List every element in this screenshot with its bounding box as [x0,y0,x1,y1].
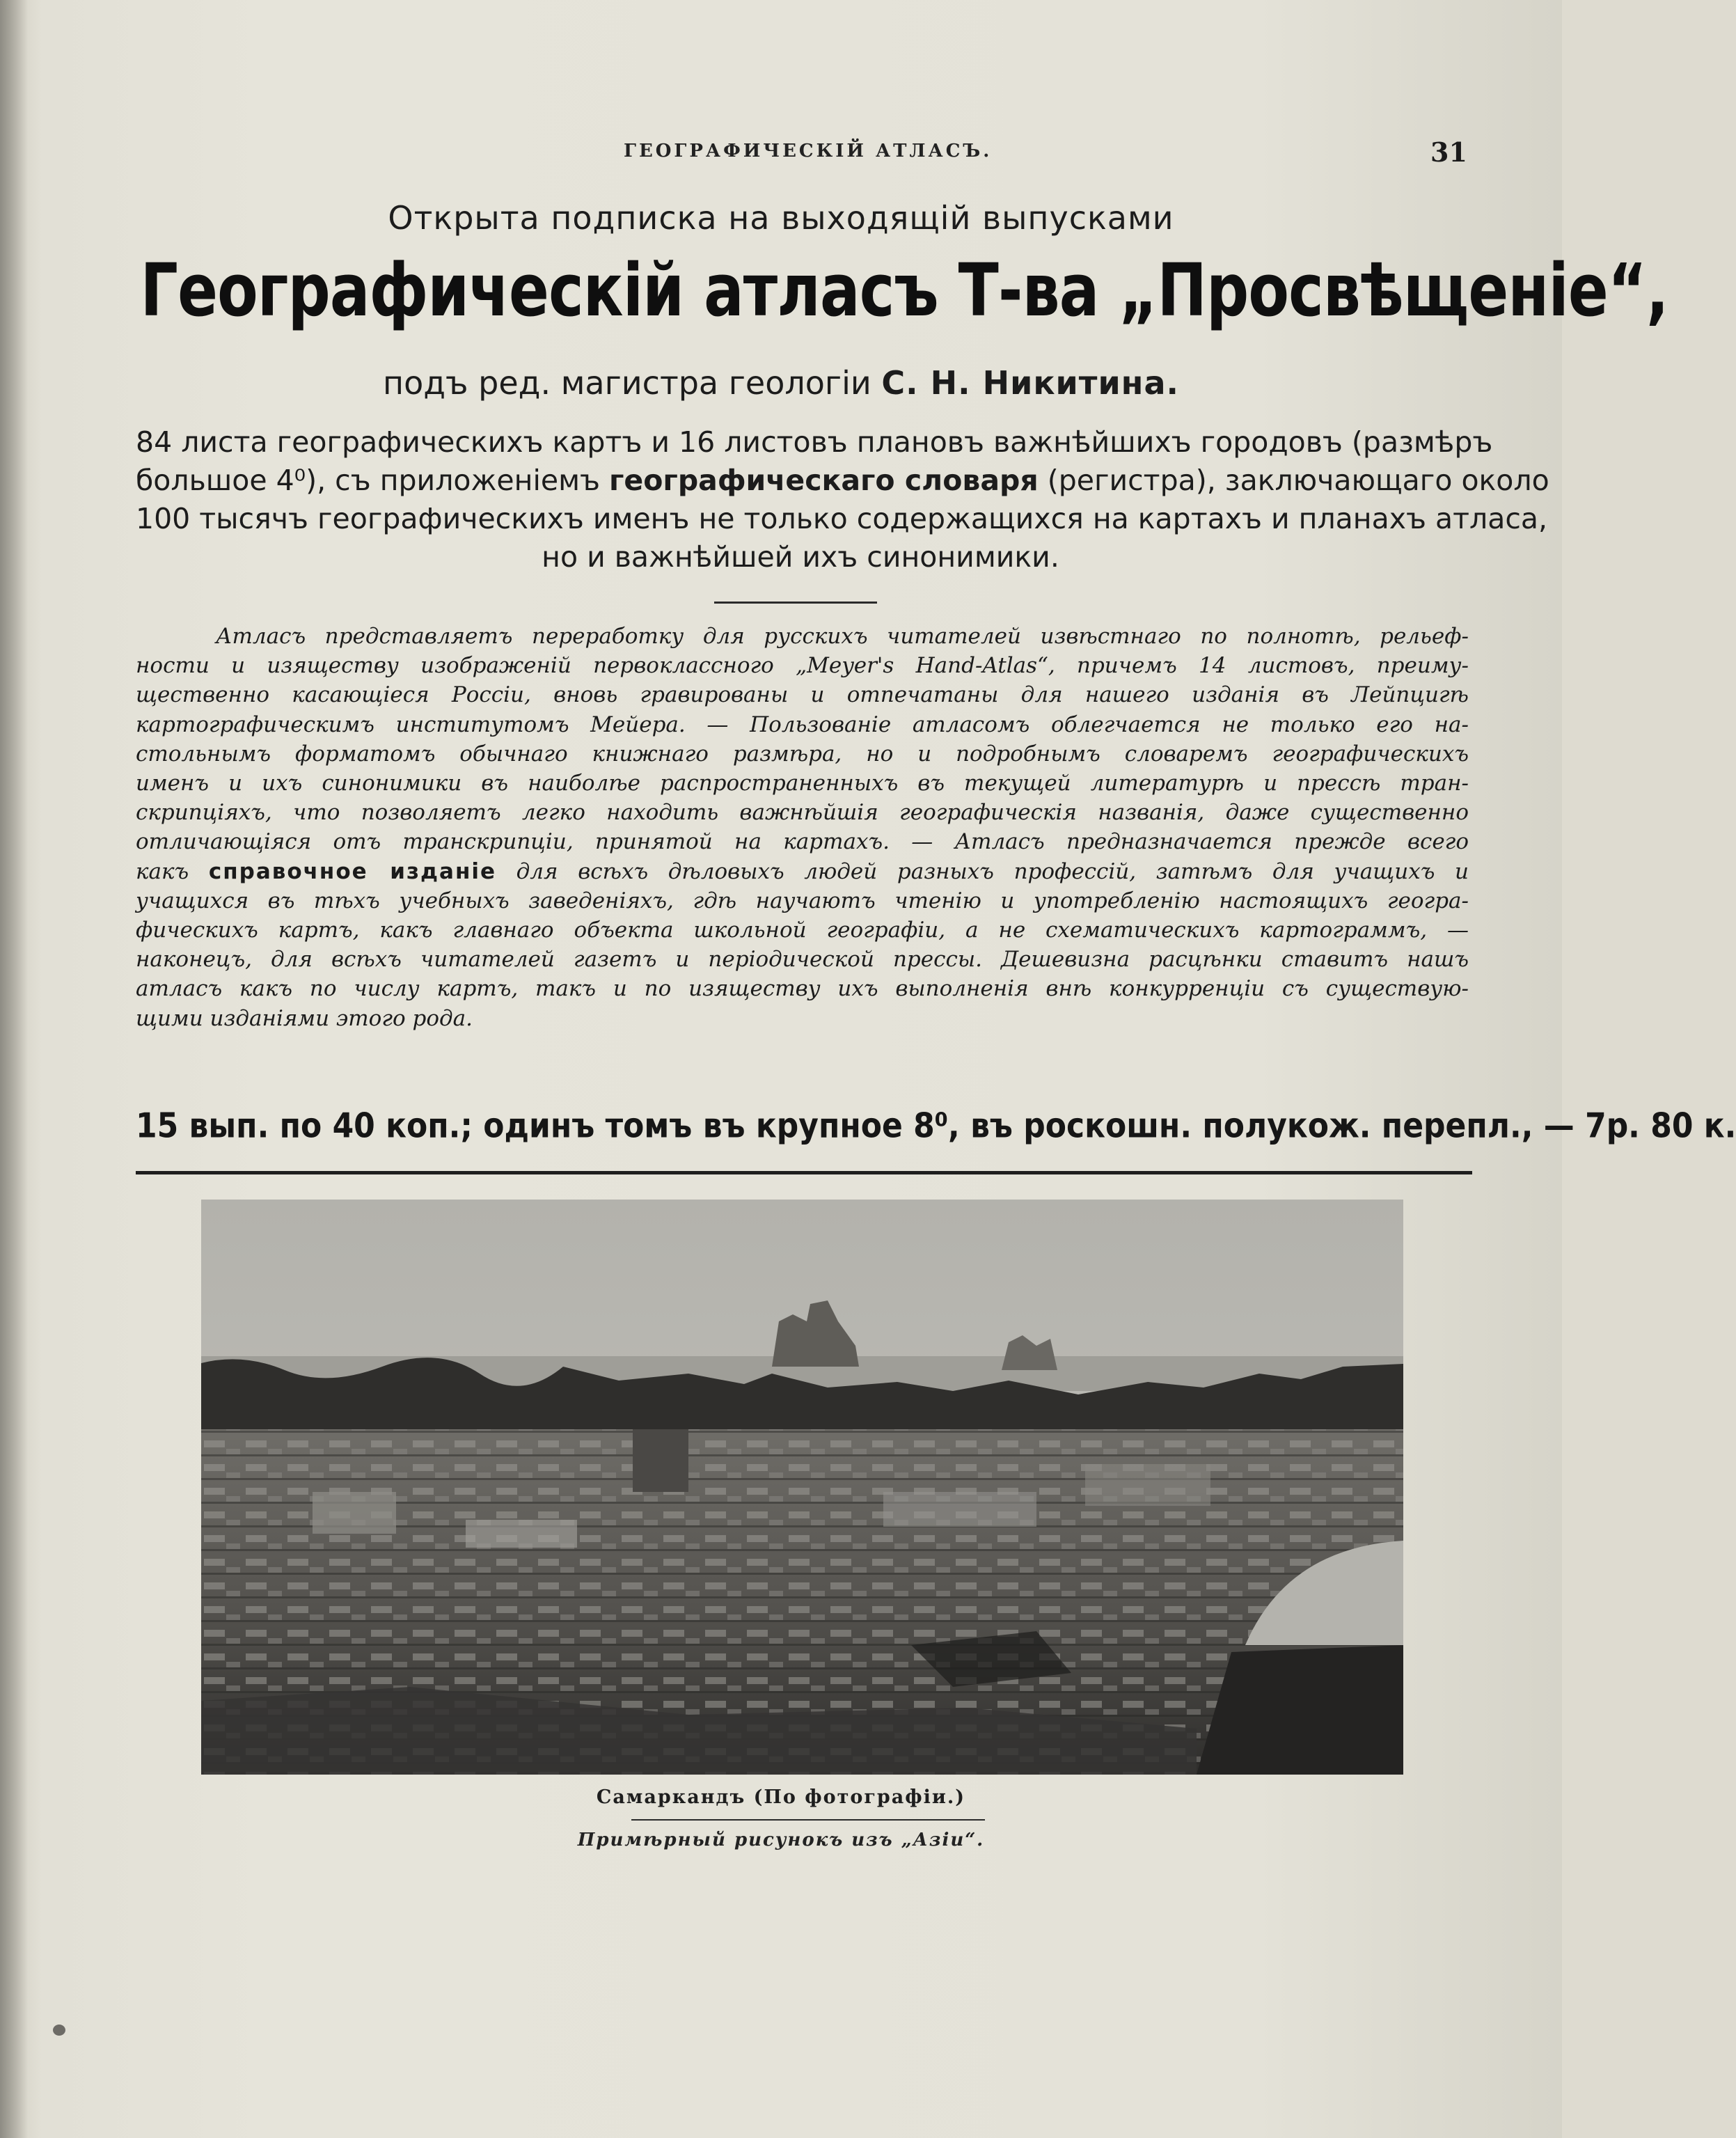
paragraph-line: стольнымъ форматомъ обычнаго книжнаго размѣра, но и подробнымъ словаремъ географическихъ [136,741,1469,767]
editor-line [0,364,1562,402]
page-number: 31 [1430,136,1467,168]
price-line: 15 вып. по 40 коп.; одинъ томъ въ крупное 8⁰, въ роскошн. полукож. перепл., — 7р. 80 к. [136,1106,1736,1147]
sample-illustration-note: Примѣрный рисунокъ изъ „Азіи“. [577,1830,985,1850]
photo-caption: Самаркандъ (По фотографіи.) [596,1786,966,1808]
subscription-line: Открыта подписка на выходящій выпусками [388,199,1174,237]
paragraph-line: атласъ какъ по числу картъ, такъ и по изяществу ихъ выполненія внѣ конкурренціи съ существую- [136,976,1469,1002]
atlas-description [136,423,1549,576]
description-text: большое 4⁰), съ приложеніемъ [136,464,610,497]
paragraph-line: фическихъ картъ, какъ главнаго объекта школьной географіи, а не схематическихъ картограммъ, — [136,918,1469,943]
running-head: ГЕОГРАФИЧЕСКІЙ АТЛАСЪ. [624,141,993,162]
description-line [136,462,1549,500]
editor-name: С. Н. Никитина. [881,364,1179,402]
paragraph-line: именъ и ихъ синонимики въ наиболѣе распространенныхъ въ текущей литературѣ и прессѣ тран- [136,771,1469,796]
paragraph-line: картографическимъ институтомъ Мейера. — Пользованіе атласомъ облегчается не только его на- [136,712,1469,737]
editor-prefix: подъ ред. магистра геологіи [383,364,871,402]
caption-rule [631,1819,985,1821]
paragraph-line: щественно касающіеся Россіи, вновь гравированы и отпечатаны для нашего изданія въ Лейпцигѣ [136,682,1469,708]
paper-stain [53,2025,65,2036]
atlas-details-paragraph [136,622,1469,1033]
paragraph-line: щими изданіями этого рода. [136,1005,473,1031]
paragraph-line: Атласъ представляетъ переработку для русскихъ читателей извѣстнаго по полнотѣ, рельеф- [216,624,1469,649]
paragraph-text: для всѣхъ дѣловыхъ людей разныхъ профессій, затѣмъ для учащихъ и [496,858,1469,884]
section-divider [714,602,877,604]
description-line: 84 листа географическихъ картъ и 16 листовъ плановъ важнѣйшихъ городовъ (размѣръ [136,425,1493,459]
paragraph-line: учащихся въ тѣхъ учебныхъ заведеніяхъ, гдѣ научаютъ чтенію и употребленію настоящихъ геогра- [136,888,1469,913]
samarkand-photo-illustration [201,1200,1403,1775]
dictionary-emphasis: географическаго словаря [609,464,1039,497]
binding-shadow [0,0,28,2138]
paragraph-line [136,857,1469,886]
description-text: (регистра), заключающаго около [1038,464,1549,497]
samarkand-photograph [201,1200,1403,1775]
description-line: 100 тысячъ географическихъ именъ не только содержащихся на картахъ и планахъ атласа, [136,502,1548,535]
reference-edition-emphasis: справочное изданіе [208,858,497,884]
paragraph-text: какъ [136,858,209,884]
paragraph-line: скрипціяхъ, что позволяетъ легко находить важнѣйшія географическія названія, даже существенно [136,800,1469,826]
paragraph-line: ности и изяществу изображеній первоклассного „Meyer's Hand-Atlas“, причемъ 14 листовъ, преиму- [136,653,1469,679]
advert-bottom-rule [136,1171,1472,1174]
paragraph-line: отличающіяся отъ транскрипціи, принятой на картахъ. — Атласъ предназначается прежде всего [136,829,1469,855]
description-line: но и важнѣйшей ихъ синонимики. [542,540,1059,574]
paragraph-line: наконецъ, для всѣхъ читателей газетъ и періодической прессы. Дешевизна расцѣнки ставитъ нашъ [136,947,1469,973]
atlas-title: Географическій атласъ Т-ва „Просвѣщеніе“, [140,248,1668,333]
